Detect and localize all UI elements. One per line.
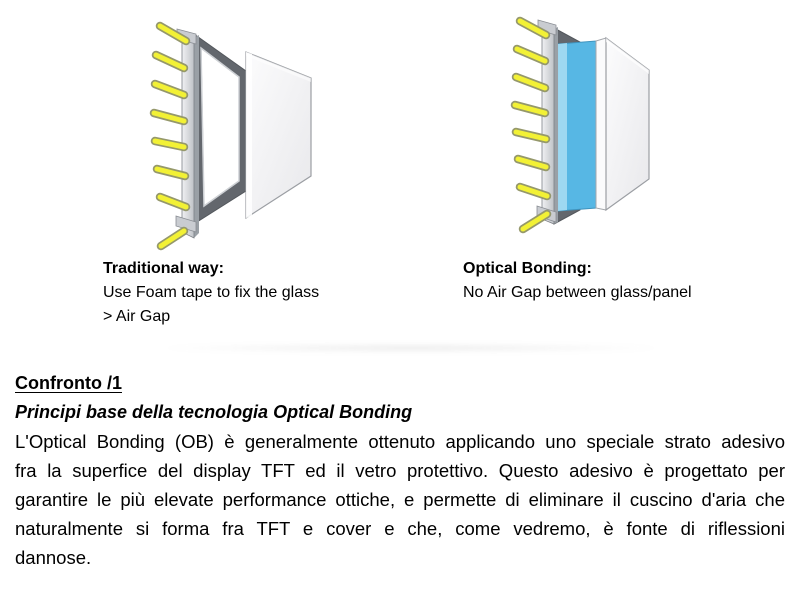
paragraph-line: dannose. — [15, 547, 92, 568]
caption-optical-bonding-line: No Air Gap between glass/panel — [463, 284, 692, 301]
adhesive-layer-highlight — [558, 43, 567, 211]
paragraph-line: fra la superfice del display TFT ed il vetro protettivo. Questo adesivo è progettato per — [15, 460, 785, 481]
paragraph-line: L'Optical Bonding (OB) è generalmente ottenuto applicando uno speciale strato adesivo — [15, 431, 785, 452]
tft-panel-edge-highlight — [246, 52, 252, 218]
article-paragraph — [15, 427, 785, 572]
paragraph-line: naturalmente si forma fra TFT e cover e che, come vedremo, è fonte di riflessioni — [15, 518, 785, 539]
figure-shadow — [58, 341, 764, 355]
article-heading: Confronto /1 — [15, 373, 122, 393]
paragraph-line: garantire le più elevate performance ottiche, e permette di eliminare il cuscino d'aria che — [15, 489, 785, 510]
article-subheading: Principi base della tecnologia Optical Bonding — [15, 402, 413, 422]
glass-cover-side — [554, 27, 558, 224]
backlight-ray-icon — [516, 132, 546, 139]
backlight-ray-icon — [157, 169, 185, 176]
figure-traditional — [110, 0, 322, 252]
figure-optical-bonding — [505, 0, 660, 252]
backlight-ray-icon — [161, 231, 184, 246]
caption-traditional-line: > Air Gap — [103, 308, 171, 325]
caption-traditional-title: Traditional way: — [103, 260, 224, 277]
panel-glass-edge — [596, 38, 606, 210]
tft-panel — [606, 38, 649, 210]
backlight-ray-icon — [523, 214, 547, 229]
glass-cover-side — [194, 35, 199, 238]
caption-optical-bonding — [463, 257, 692, 305]
caption-traditional — [103, 257, 319, 329]
caption-optical-bonding-title: Optical Bonding: — [463, 260, 592, 277]
caption-traditional-line: Use Foam tape to fix the glass — [103, 284, 320, 301]
article — [15, 369, 785, 572]
backlight-rays — [154, 26, 186, 246]
